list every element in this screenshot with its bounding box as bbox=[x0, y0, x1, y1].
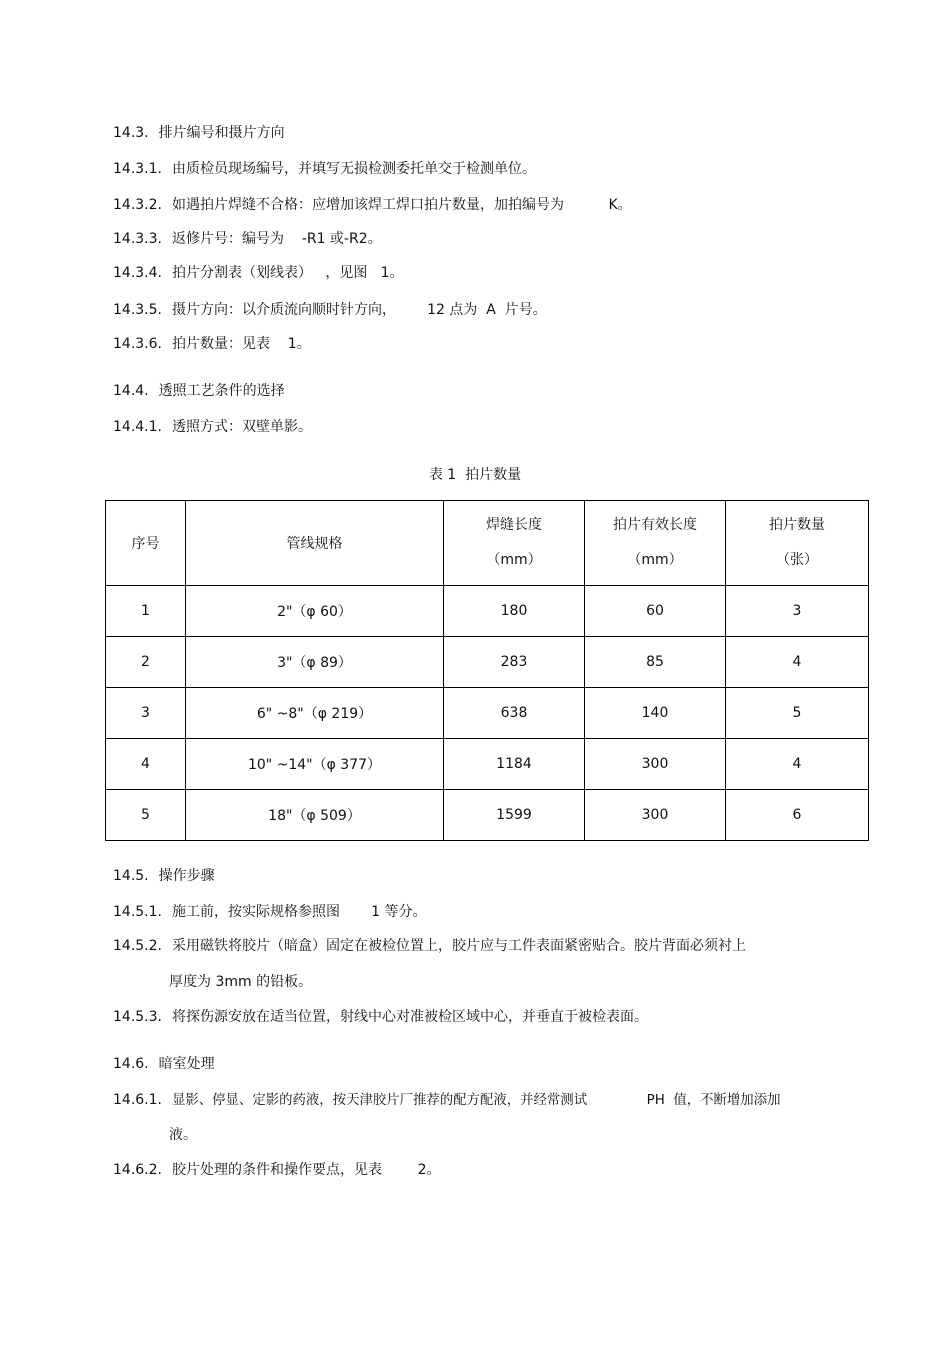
para-14-5-2-continued: 厚度为 3mm 的铅板。 bbox=[169, 974, 313, 990]
cell-weld-length: 1184 bbox=[444, 739, 585, 790]
film-count-table bbox=[105, 500, 869, 841]
cell-weld-length: 283 bbox=[444, 637, 585, 688]
header-weld-length: 焊缝长度 （mm） bbox=[444, 501, 585, 586]
para-14-5-2: 14.5.2. 采用磁铁将胶片（暗盒）固定在被检位置上，胶片应与工件表面紧密贴合。胶片背面必须衬上 bbox=[113, 938, 746, 954]
para-14-5-3: 14.5.3. 将探伤源安放在适当位置，射线中心对准被检区域中心，并垂直于被检表面。 bbox=[113, 1009, 648, 1025]
cell-film-count: 4 bbox=[726, 637, 869, 688]
cell-pipe-spec: 6" ~8"（φ 219） bbox=[186, 688, 444, 739]
table-caption: 表 1 拍片数量 bbox=[428, 467, 522, 483]
cell-pipe-spec: 3"（φ 89） bbox=[186, 637, 444, 688]
para-14-3-5: 14.3.5. 摄片方向：以介质流向顺时针方向， 12 点为 A 片号。 bbox=[113, 302, 547, 318]
para-14-3-4: 14.3.4. 拍片分割表（划线表） ，见图 1。 bbox=[113, 265, 404, 281]
table-row bbox=[106, 586, 869, 637]
heading-14-5: 14.5. 操作步骤 bbox=[113, 868, 215, 884]
cell-pipe-spec: 18"（φ 509） bbox=[186, 790, 444, 841]
cell-effective-length: 60 bbox=[585, 586, 726, 637]
header-index: 序号 bbox=[106, 501, 186, 586]
cell-film-count: 3 bbox=[726, 586, 869, 637]
table-row bbox=[106, 688, 869, 739]
cell-index: 5 bbox=[106, 790, 186, 841]
cell-index: 1 bbox=[106, 586, 186, 637]
cell-film-count: 5 bbox=[726, 688, 869, 739]
table-row bbox=[106, 790, 869, 841]
para-14-6-2: 14.6.2. 胶片处理的条件和操作要点，见表 2。 bbox=[113, 1162, 441, 1178]
cell-film-count: 4 bbox=[726, 739, 869, 790]
cell-effective-length: 300 bbox=[585, 739, 726, 790]
cell-film-count: 6 bbox=[726, 790, 869, 841]
cell-index: 2 bbox=[106, 637, 186, 688]
para-14-6-1-continued: 液。 bbox=[169, 1127, 197, 1143]
header-pipe-spec: 管线规格 bbox=[186, 501, 444, 586]
header-effective-length: 拍片有效长度 （mm） bbox=[585, 501, 726, 586]
para-14-3-1: 14.3.1. 由质检员现场编号，并填写无损检测委托单交于检测单位。 bbox=[113, 161, 536, 177]
para-14-3-3: 14.3.3. 返修片号：编号为 -R1 或-R2。 bbox=[113, 231, 382, 247]
cell-effective-length: 140 bbox=[585, 688, 726, 739]
heading-14-6: 14.6. 暗室处理 bbox=[113, 1056, 215, 1072]
table-header-row bbox=[106, 501, 869, 586]
cell-index: 4 bbox=[106, 739, 186, 790]
table-row bbox=[106, 637, 869, 688]
cell-pipe-spec: 10" ~14"（φ 377） bbox=[186, 739, 444, 790]
cell-effective-length: 300 bbox=[585, 790, 726, 841]
table-row bbox=[106, 739, 869, 790]
cell-pipe-spec: 2"（φ 60） bbox=[186, 586, 444, 637]
para-14-6-1: 14.6.1. 显影、停显、定影的药液，按天津胶片厂推荐的配方配液，并经常测试 PH 值，不断增加添加 bbox=[113, 1092, 781, 1108]
para-14-4-1: 14.4.1. 透照方式：双壁单影。 bbox=[113, 419, 312, 435]
heading-14-4: 14.4. 透照工艺条件的选择 bbox=[113, 383, 285, 399]
cell-weld-length: 180 bbox=[444, 586, 585, 637]
cell-weld-length: 1599 bbox=[444, 790, 585, 841]
para-14-3-6: 14.3.6. 拍片数量：见表 1。 bbox=[113, 336, 311, 352]
cell-effective-length: 85 bbox=[585, 637, 726, 688]
para-14-5-1: 14.5.1. 施工前，按实际规格参照图 1 等分。 bbox=[113, 904, 427, 920]
para-14-3-2: 14.3.2. 如遇拍片焊缝不合格：应增加该焊工焊口拍片数量，加拍编号为 K。 bbox=[113, 197, 632, 213]
heading-14-3: 14.3. 排片编号和摄片方向 bbox=[113, 125, 285, 141]
cell-weld-length: 638 bbox=[444, 688, 585, 739]
cell-index: 3 bbox=[106, 688, 186, 739]
header-film-count: 拍片数量 （张） bbox=[726, 501, 869, 586]
